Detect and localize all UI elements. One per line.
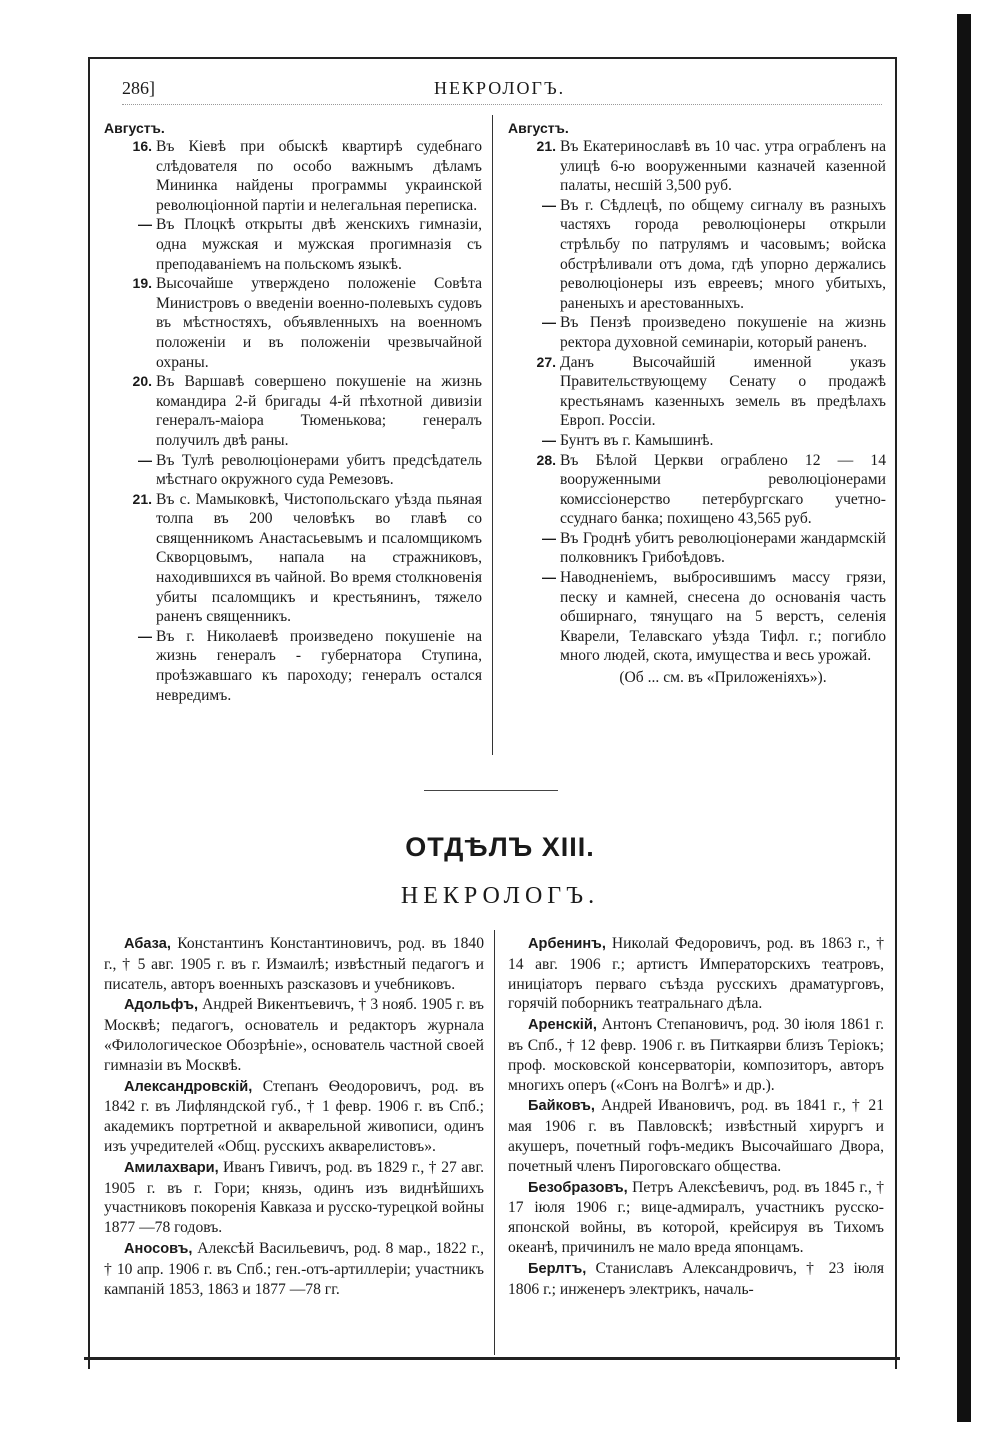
month-heading: Августъ. <box>104 120 165 136</box>
chronicle-entry <box>508 568 886 666</box>
obituary-text: Андрей Ивановичъ, род. въ 1841 г., † 21 мая 1906 г. въ Павловскѣ; извѣстный хирургъ и акушеръ, почетный гофъ-медикъ Высочайшаго Двора, почетный членъ Пироговскаго общества. <box>508 1097 884 1175</box>
obituary-entry <box>508 1096 884 1176</box>
obituary-name: Безобразовъ, <box>528 1179 628 1196</box>
entry-text: Данъ Высочайшій именной указъ Правительствующему Сенату о продажѣ крестьянамъ казенныхъ земель въ предѣлахъ Европ. Россіи. <box>560 353 886 430</box>
appendix-note: (Об ... см. въ «Приложеніяхъ»). <box>619 669 827 687</box>
obituary-name: Аносовъ, <box>124 1240 193 1257</box>
entry-date: — <box>542 569 556 586</box>
entry-text: Въ Плоцкѣ открыты двѣ женскихъ гимназіи, одна мужская и мужская прогимназія съ преподаваніемъ на польскомъ языкѣ. <box>156 216 482 273</box>
chronicle-entry <box>508 313 886 352</box>
obituary-entry <box>508 1259 884 1300</box>
obituary-text: Иванъ Гивичъ, род. въ 1829 г., † 27 авг. 1905 г. въ г. Гори; князь, одинъ изъ виднѣйшихъ участниковъ покоренія Кавказа и русско-турецкой войны 1877 —78 годовъ. <box>104 1158 484 1237</box>
obituary-name: Адольфъ, <box>124 997 199 1014</box>
entry-date: — <box>138 451 152 468</box>
entry-text: Въ Гроднѣ убитъ революціонерами жандармскій полковникъ Грибоѣдовъ. <box>560 529 886 567</box>
obituary-entry <box>508 934 884 1014</box>
obituary-name: Арбенинъ, <box>528 936 606 952</box>
entry-date: 27. <box>536 353 556 370</box>
obituaries-left-column <box>104 934 484 1300</box>
entry-date: — <box>138 627 152 644</box>
entry-date: 16. <box>132 138 152 154</box>
chronicle-entry <box>508 137 886 196</box>
chronicle-entry <box>508 529 886 568</box>
obituary-name: Александровскій, <box>124 1078 253 1095</box>
entry-text: Въ г. Николаевѣ произведено покушеніе на жизнь генералъ - губернатора Ступина, проѣзжавшаго къ пароходу; генералъ остался невредимъ. <box>156 627 482 704</box>
entry-text: Въ Варшавѣ совершено покушеніе на жизнь командира 2-й бригады 4-й пѣхотной дивизіи генералъ-маіора Тюменькова; генералъ получилъ двѣ раны. <box>156 373 482 449</box>
obituary-text: Андрей Викентьевичъ, † 3 нояб. 1905 г. въ Москвѣ; педагогъ, основатель и редакторъ журнала «Филологическое Обозрѣніе», основатель частной своей гимназіи въ Москвѣ. <box>104 996 484 1074</box>
entry-text: Въ Тулѣ революціонерами убитъ предсѣдатель мѣстнаго окружного суда Ремезовъ. <box>156 451 482 489</box>
obituary-name: Байковъ, <box>528 1098 595 1115</box>
column-divider <box>492 115 493 755</box>
obituary-text: Петръ Алексѣевичъ, род. въ 1845 г., † 17 іюля 1906 г.; вице-адмиралъ, участникъ русско-японской войны, въ которой, крейсируя въ Тихомъ океанѣ, причинилъ не мало вреда японцамъ. <box>508 1178 884 1256</box>
chronicle-entry <box>104 372 482 450</box>
page-number: 286] <box>122 78 155 98</box>
chronicle-entry <box>104 451 482 490</box>
entry-date: — <box>542 431 556 448</box>
chronicle-right-column <box>508 120 886 688</box>
month-heading: Августъ. <box>508 120 569 136</box>
chronicle-entry <box>508 451 886 529</box>
obituaries-right-column <box>508 934 884 1300</box>
entry-date: 28. <box>536 451 556 468</box>
obituary-name: Абаза, <box>124 936 171 952</box>
obituary-entry <box>104 1158 484 1238</box>
entry-date: — <box>542 529 556 546</box>
obituary-text: Константинъ Константиновичъ, род. въ 1840 г., † 5 авг. 1905 г. въ г. Измаилѣ; извѣстный педагогъ и писатель, авторъ военныхъ разсказовъ и учебниковъ. <box>104 935 484 993</box>
running-title: НЕКРОЛОГЪ. <box>434 78 566 98</box>
entry-date: — <box>542 314 556 331</box>
entry-text: Высочайше утверждено положеніе Совѣта Министровъ о введеніи военно-полевыхъ судовъ въ мѣстностяхъ, объявленныхъ на военномъ положеніи и въ положеніи чрезвычайной охраны. <box>156 275 482 371</box>
entry-text: Въ Бѣлой Церкви ограблено 12 — 14 вооруженными революціонерами комиссіонерство петербургскаго учетно-ссуднаго банка; похищено 43,565 руб. <box>560 451 886 528</box>
obituary-entry <box>508 1015 884 1095</box>
section-subtitle: НЕКРОЛОГЪ. <box>400 883 600 909</box>
chronicle-entry <box>104 627 482 705</box>
entry-date: 21. <box>132 490 152 507</box>
obituary-entry <box>104 995 484 1075</box>
chronicle-entry <box>104 490 482 627</box>
entry-text: Въ Екатеринославѣ въ 10 час. утра ограбленъ на улицѣ 6-ю вооруженными казначей казенной палаты, несшій 3,500 руб. <box>560 138 886 195</box>
entry-text: Въ г. Сѣдлецѣ, по общему сигналу въ разныхъ частяхъ города революціонеры открыли стрѣльбу по патрулямъ и часовымъ; войска обстрѣливали отъ дома, гдѣ упорно держались революціонеры изъ евреевъ; много убитыхъ, раненыхъ и арестованныхъ. <box>560 196 886 312</box>
scan-edge-bar <box>957 14 971 1422</box>
entry-date: 20. <box>132 373 152 390</box>
entry-text: Наводненіемъ, выбросившимъ массу грязи, песку и камней, снесена до основанія часть обширнаго, тянущаго на 5 верстъ, селенія Кварели, Телавскаго уѣзда Тифл. г.; погибло много людей, скота, имущества и весь урожай. <box>560 569 886 665</box>
obituary-text: Антонъ Степановичъ, род. 30 іюля 1861 г. въ Спб., † 12 февр. 1906 г. въ Питкаярви близъ Теріокъ; проф. московской консерваторіи, композиторъ, авторъ многихъ оперъ («Сонъ на Волгѣ» и др.). <box>508 1016 884 1094</box>
chronicle-left-column <box>104 120 482 705</box>
entry-date: — <box>138 216 152 233</box>
entry-text: Въ Пензѣ произведено покушеніе на жизнь ректора духовной семинаріи, который раненъ. <box>560 314 886 351</box>
obituary-entry <box>508 1178 884 1258</box>
obituary-name: Берлтъ, <box>528 1260 587 1277</box>
chronicle-entries <box>104 137 482 705</box>
obituary-text: Алексѣй Васильевичъ, род. 8 мар., 1822 г., † 10 апр. 1906 г. въ Спб.; ген.-отъ-артиллеріи; участникъ кампаній 1853, 1863 и 1877 —78 гг. <box>104 1239 484 1298</box>
obituary-name: Аренскій, <box>528 1017 597 1034</box>
chronicle-entry <box>104 215 482 274</box>
chronicle-entry <box>508 431 886 451</box>
obituary-entry <box>104 1077 484 1157</box>
chronicle-entry <box>104 137 482 215</box>
obituary-text: Николай Федоровичъ, род. въ 1863 г., † 14 авг. 1906 г.; артистъ Императорскихъ театровъ, иниціаторъ перваго съѣзда русскихъ драматурговъ, горячій поборникъ театральнаго дѣла. <box>508 935 884 1013</box>
entry-text: Въ с. Мамыковкѣ, Чистопольскаго уѣзда пьяная толпа въ 200 человѣкъ во главѣ со священникомъ Анастасьевымъ и псаломщикомъ Скворцовымъ, напала на стражниковъ, находившихся въ чайной. Во время столкновенія убиты псаломщикъ и крестьянинъ, тяжело раненъ священникъ. <box>156 490 482 626</box>
bottom-rule <box>84 1357 900 1360</box>
entry-date: 19. <box>132 275 152 292</box>
obituary-entry <box>104 934 484 994</box>
chronicle-entry <box>508 353 886 431</box>
obituary-entry <box>104 1239 484 1299</box>
obituary-text: Станиславъ Александровичъ, † 23 іюля 1806 г.; инженеръ электрикъ, началь- <box>508 1259 884 1298</box>
column-divider <box>494 930 495 1355</box>
entry-text: Бунтъ въ г. Камышинѣ. <box>560 431 714 449</box>
entry-date: — <box>542 196 556 213</box>
chronicle-entries <box>508 137 886 666</box>
obituary-text: Степанъ Ѳеодоровичъ, род. въ 1842 г. въ Лифляндской губ., † 1 февр. 1906 г. въ Спб.; академикъ портретной и акварельной живописи, одинъ изъ учредителей «Общ. русскихъ акварелистовъ». <box>104 1077 484 1155</box>
obituary-name: Амилахвари, <box>124 1159 219 1176</box>
header-rule <box>122 104 882 105</box>
chronicle-entry <box>104 274 482 372</box>
section-title: ОТДѢЛЪ XIII. <box>405 832 595 862</box>
entry-date: 21. <box>536 138 556 154</box>
chronicle-entry <box>508 196 886 314</box>
section-separator <box>424 790 558 791</box>
entry-text: Въ Кіевѣ при обыскѣ квартирѣ судебнаго слѣдователя по особо важнымъ дѣламъ Мининка найдены программы украинской революціонной партіи и нелегальная переписка. <box>156 138 482 214</box>
